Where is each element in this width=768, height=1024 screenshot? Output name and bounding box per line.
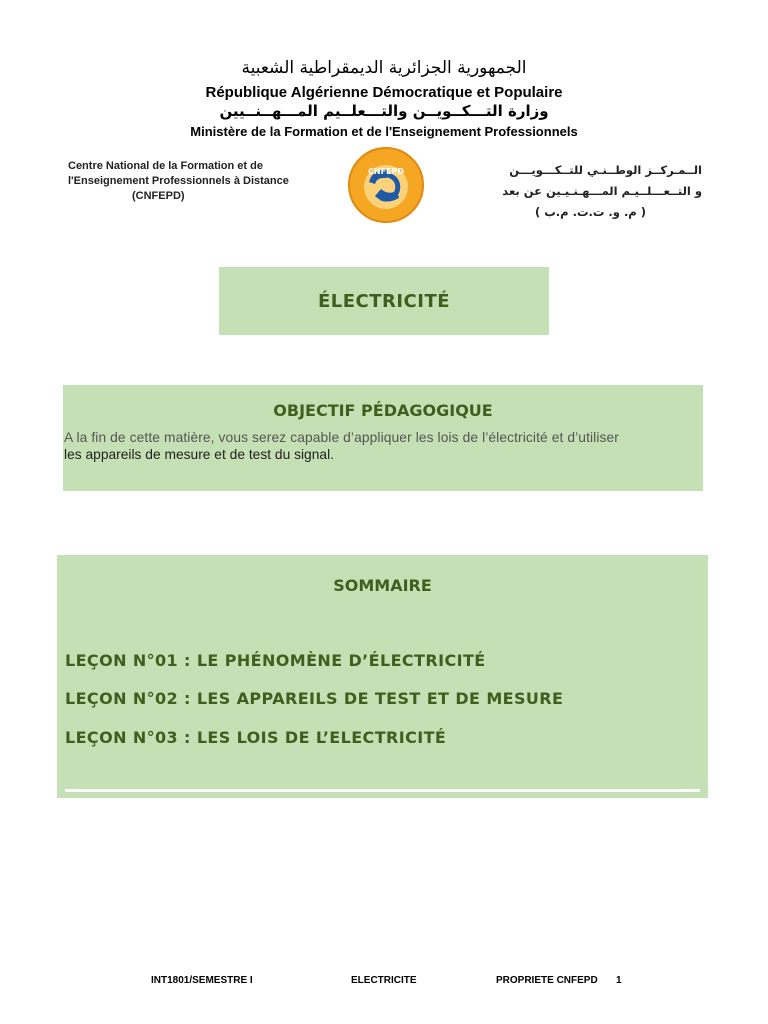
centre-fr-line-3: (CNFEPD)	[132, 190, 185, 202]
lesson-link-1[interactable]: LEÇON N°01 : LE PHÉNOMÈNE D’ÉLECTRICITÉ	[65, 651, 486, 670]
centre-name-french	[68, 159, 308, 204]
arabic-ministry-title: وزارة التـــكــويــن والتـــعلــيم المـــهــنــيين	[219, 102, 549, 120]
title-box	[219, 267, 549, 335]
arabic-republic-title: الجمهورية الجزائرية الديمقراطية الشعبية	[241, 58, 527, 78]
cnfepd-logo	[347, 146, 425, 224]
footer-page-number: 1	[616, 975, 622, 986]
centre-ar-line-2: و التــعـــلــيـم المـــهـنـيـين عن بعد	[502, 184, 702, 198]
sommaire-heading: SOMMAIRE	[333, 576, 432, 595]
document-title: ÉLECTRICITÉ	[317, 290, 451, 312]
objective-text	[64, 429, 700, 463]
lesson-link-3[interactable]: LEÇON N°03 : LES LOIS DE L’ELECTRICITÉ	[65, 728, 447, 747]
ministry-title: Ministère de la Formation et de l'Enseignement Professionnels	[190, 124, 578, 139]
objective-heading: OBJECTIF PÉDAGOGIQUE	[273, 401, 493, 420]
logo-text: CNFEPD	[368, 167, 404, 176]
footer-owner: PROPRIETE CNFEPD	[496, 975, 598, 986]
centre-fr-line-1: Centre National de la Formation et de	[68, 160, 263, 172]
centre-ar-line-1: الــمـركــز الوطــنـي للتــكـــويـــن	[509, 163, 702, 177]
objective-line-2: les appareils de mesure et de test du signal.	[64, 447, 334, 462]
objective-line-1: A la fin de cette matière, vous serez capable d’appliquer les lois de l’électricité et d’utiliser	[64, 430, 619, 445]
sommaire-box	[57, 555, 708, 798]
objective-box	[63, 385, 703, 491]
centre-name-arabic	[490, 160, 702, 223]
centre-ar-line-3: ( م. و. ت.ت. م.ب )	[534, 205, 646, 219]
divider	[65, 789, 700, 792]
footer-subject: ELECTRICITE	[351, 975, 417, 986]
footer-course-code: INT1801/SEMESTRE I	[151, 975, 253, 986]
centre-fr-line-2: l'Enseignement Professionnels à Distance	[68, 175, 289, 187]
republic-title: République Algérienne Démocratique et Populaire	[205, 84, 563, 101]
lesson-link-2[interactable]: LEÇON N°02 : LES APPAREILS DE TEST ET DE MESURE	[65, 689, 564, 708]
page-footer	[0, 975, 768, 991]
